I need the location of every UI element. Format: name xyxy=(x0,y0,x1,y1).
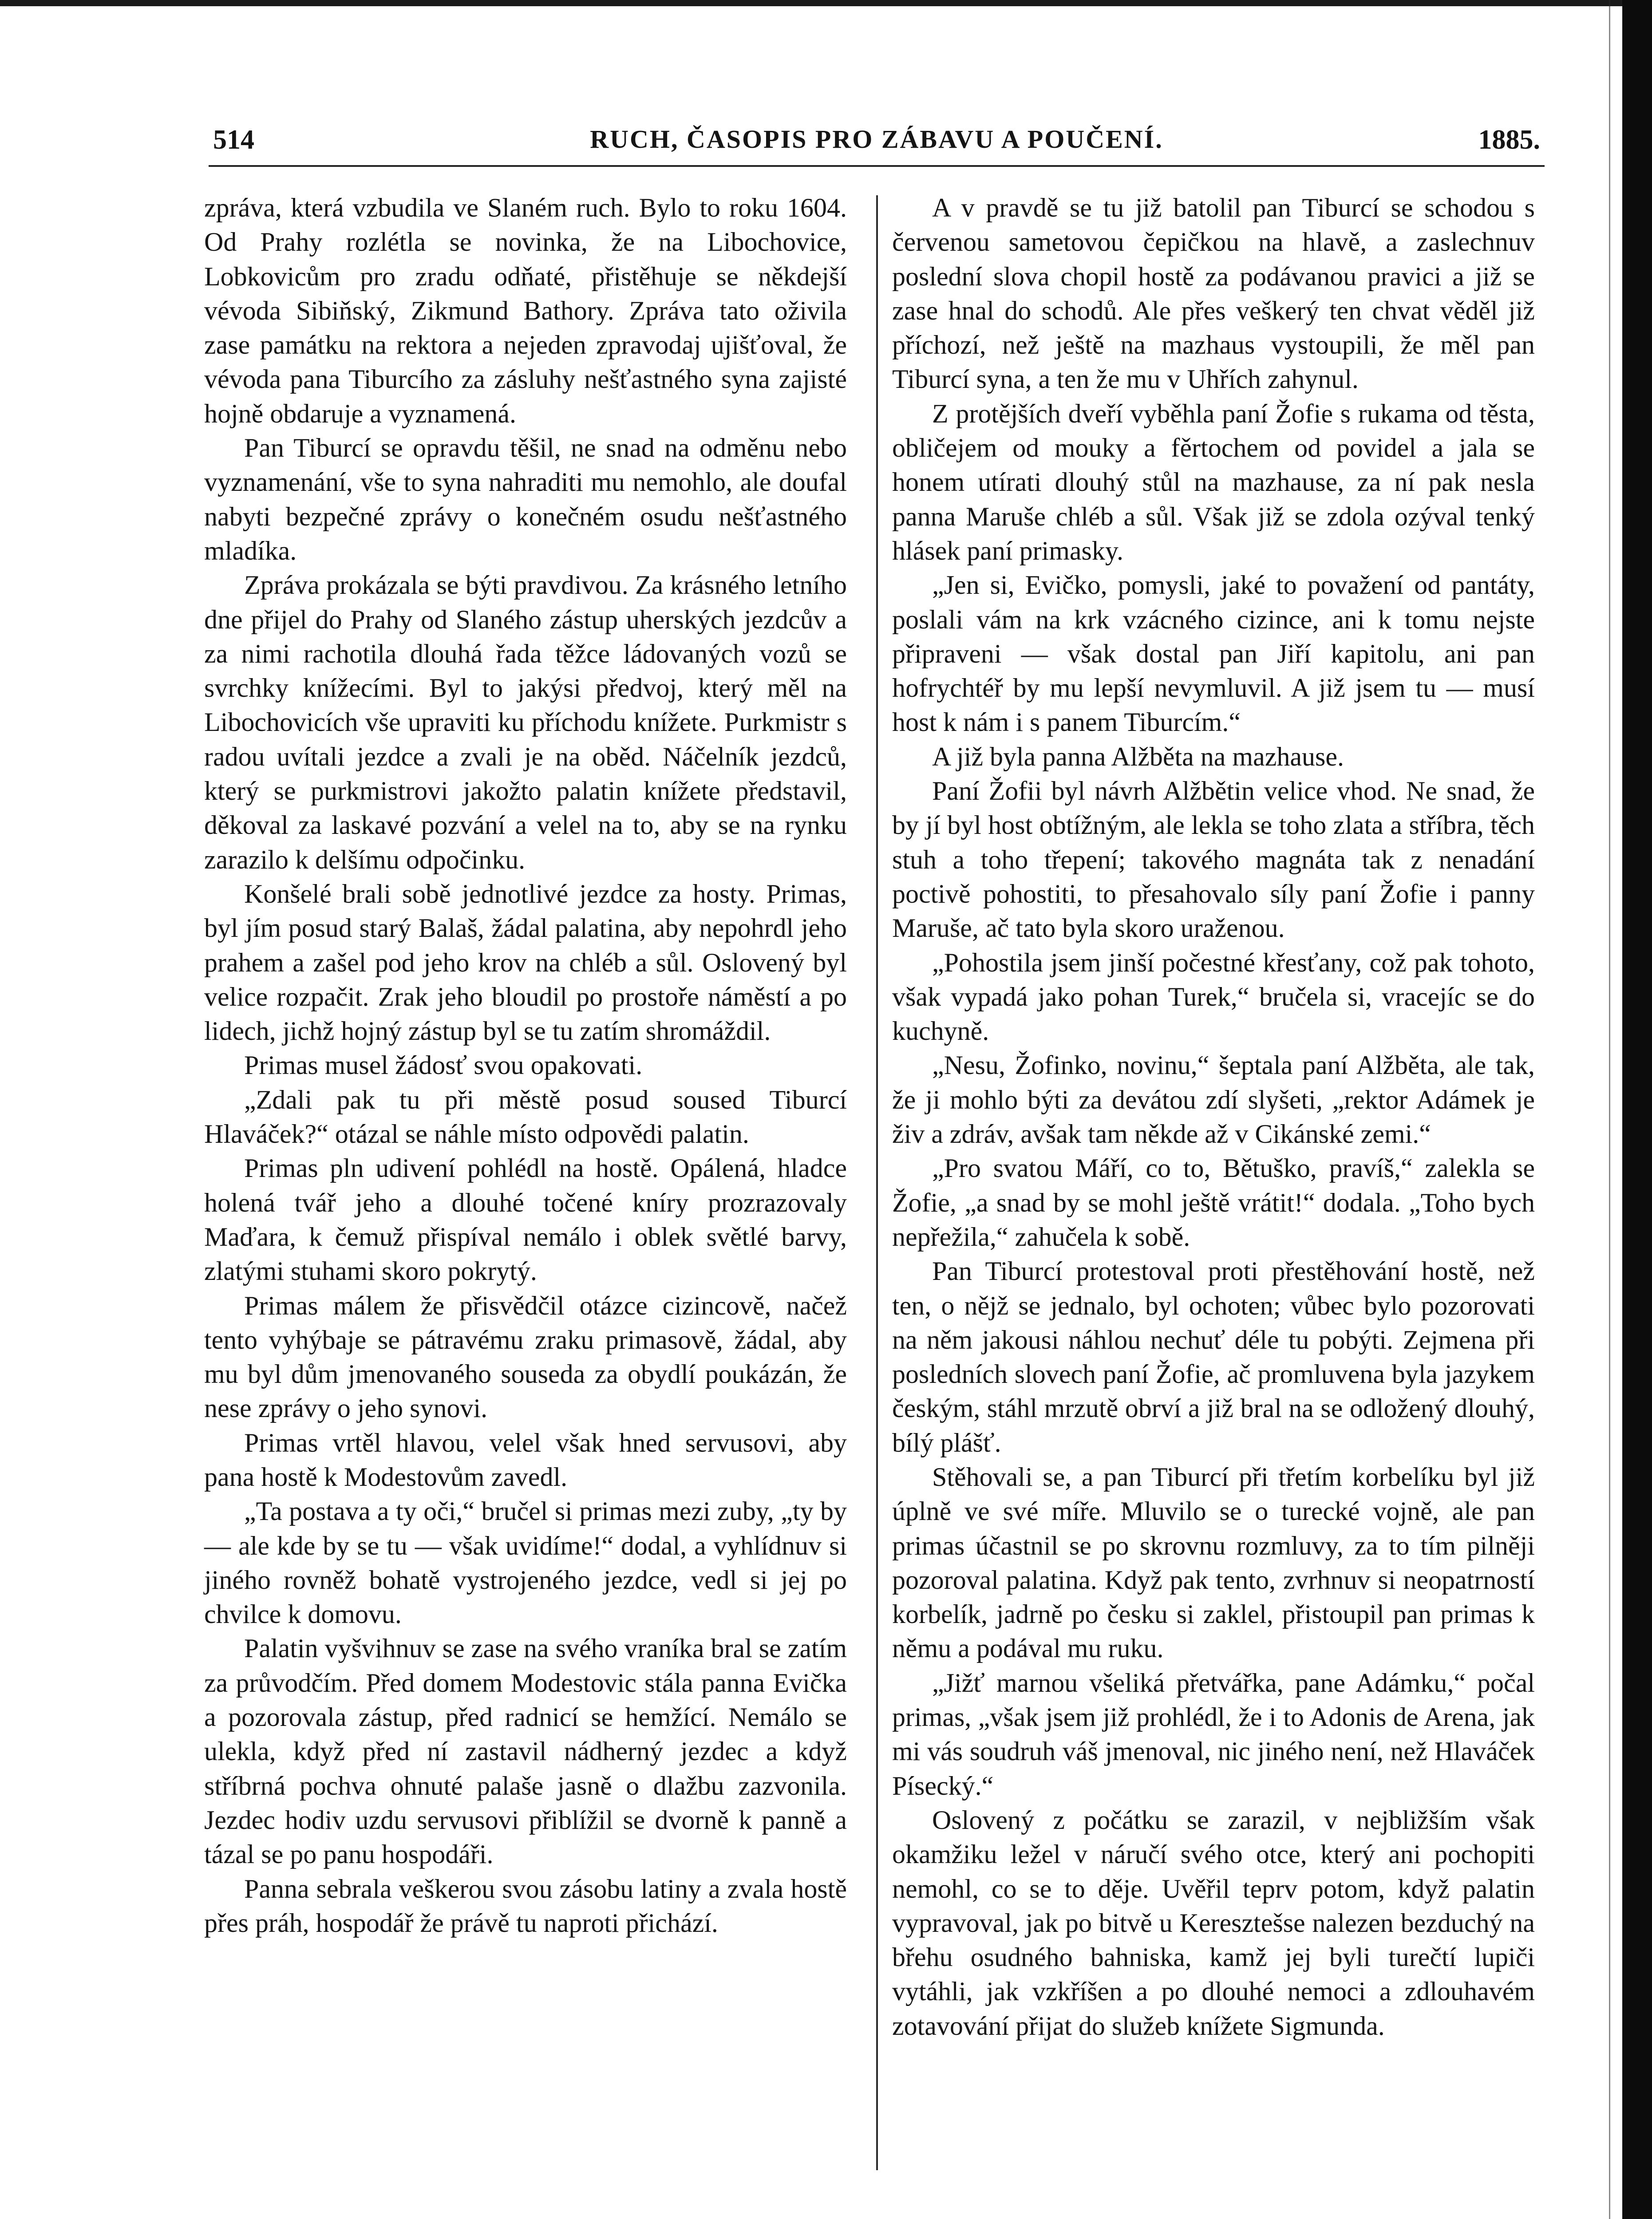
paragraph: Primas musel žádosť svou opakovati. xyxy=(244,1050,643,1080)
page-fold-line xyxy=(1609,0,1610,2219)
paragraph: zpráva, která vzbudila ve Slaném ruch. Bylo to roku 1604. Od Prahy rozlétla se novinka, že na Libochovice, Lobkovicům pro zradu odňaté, přistěhuje se někdejší vévoda Sibiňský, Zikmund Bathory. Zpráva tato oživila zase památku na rektora a nejeden zpravodaj ujišťoval, že vévoda pana Tiburcího za zásluhy nešťastného syna zajisté hojně obdaruje a vyznamená. xyxy=(204,193,847,428)
paragraph: Pan Tiburcí se opravdu těšil, ne snad na odměnu nebo vyznamenání, vše to syna nahraditi mu nemohlo, ale doufal nabyti bezpečné zprávy o konečném osudu nešťastného mladíka. xyxy=(204,433,847,565)
paragraph: „Pohostila jsem jinší počestné křesťany, což pak tohoto, však vypadá jako pohan Turek,“ bručela si, vracejíc se do kuchyně. xyxy=(892,948,1535,1046)
paragraph: Panna sebrala veškerou svou zásobu latiny a zvala hostě přes práh, hospodář že právě tu naproti přichází. xyxy=(204,1874,847,1938)
paragraph: „Pro svatou Máří, co to, Bětuško, pravíš,“ zalekla se Žofie, „a snad by se mohl ještě vrátit!“ dodala. „Toho bych nepřežila,“ zahučela k sobě. xyxy=(892,1153,1535,1252)
paragraph: Z protějších dveří vyběhla paní Žofie s rukama od těsta, obličejem od mouky a fěrtochem od povidel a jala se honem utírati dlouhý stůl na mazhause, za ní pak nesla panna Maruše chléb a sůl. Však již se zdola ozýval tenký hlásek paní primasky. xyxy=(892,399,1535,565)
paragraph: A již byla panna Alžběta na mazhause. xyxy=(932,742,1344,771)
publication-year: 1885. xyxy=(1478,125,1540,155)
page-number: 514 xyxy=(213,125,254,155)
journal-title: RUCH, ČASOPIS PRO ZÁBAVU A POUČENÍ. xyxy=(590,125,1163,154)
paragraph: „Jen si, Evičko, pomysli, jaké to považení od pantáty, poslali vám na krk vzácného cizince, ani k tomu nejste připraveni — však dostal pan Jiří kapitolu, ani pan hofrychtéř by mu lepší nevymluvil. A již jsem tu — musí host k nám i s panem Tiburcím.“ xyxy=(892,570,1535,737)
left-column xyxy=(204,191,847,1940)
column-divider xyxy=(876,195,878,2170)
paragraph: Primas málem že přisvědčil otázce cizincově, načež tento vyhýbaje se pátravému zraku primasově, žádal, aby mu byl dům jmenovaného souseda za obydlí poukázán, že nese zprávy o jeho synovi. xyxy=(204,1291,847,1423)
paragraph: Paní Žofii byl návrh Alžbětin velice vhod. Ne snad, že by jí byl host obtížným, ale lekla se toho zlata a stříbra, těch stuh a toho třepení; takového magnáta tak z nenadání poctivě pohostiti, to přesahovalo síly paní Žofie i panny Maruše, ač tato byla skoro uraženou. xyxy=(892,776,1535,943)
paragraph: „Nesu, Žofinko, novinu,“ šeptala paní Alžběta, ale tak, že ji mohlo býti za devátou zdí slyšeti, „rektor Adámek je živ a zdráv, avšak tam někde až v Cikánské zemi.“ xyxy=(892,1050,1535,1149)
scan-edge-right xyxy=(1622,0,1652,2219)
paragraph: Pan Tiburcí protestoval proti přestěhování hostě, než ten, o nějž se jednalo, byl ochoten; vůbec bylo pozorovati na něm jakousi náhlou nechuť déle tu pobýti. Zejmena při posledních slovech paní Žofie, ač promluvena byla jazykem českým, stáhl mrzutě obrví a již bral na se odložený dlouhý, bílý plášť. xyxy=(892,1256,1535,1457)
header-rule xyxy=(209,165,1545,167)
paragraph: Oslovený z počátku se zarazil, v nejbližším však okamžiku ležel v náručí svého otce, který ani pochopiti nemohl, co se to děje. Uvěřil teprv potom, když palatin vypravoval, jak po bitvě u Keresztešse nalezen bezduchý na břehu osudného bahniska, kamž jej byli turečtí lupiči vytáhli, jak vzkříšen a po dlouhé nemoci a zdlouhavém zotavování přijat do služeb knížete Sigmunda. xyxy=(892,1805,1535,2041)
paragraph: Palatin vyšvihnuv se zase na svého vraníka bral se zatím za průvodčím. Před domem Modestovic stála panna Evička a pozorovala zástup, před radnicí se hemžící. Nemálo se ulekla, když před ní zastavil nádherný jezdec a když stříbrná pochva ohnuté palaše jasně o dlažbu zazvonila. Jezdec hodiv uzdu servusovi přiblížil se dvorně k panně a tázal se po panu hospodáři. xyxy=(204,1634,847,1869)
paragraph: Primas pln udivení pohlédl na hostě. Opálená, hladce holená tvář jeho a dlouhé točené kníry prozrazovaly Maďara, k čemuž přispíval nemálo i oblek světlé barvy, zlatými stuhami skoro pokrytý. xyxy=(204,1153,847,1286)
paragraph: A v pravdě se tu již batolil pan Tiburcí se schodou s červenou sametovou čepičkou na hlavě, a zaslechnuv poslední slova chopil hostě za podávanou pravici a již se zase hnal do schodů. Ale přes veškerý ten chvat věděl již příchozí, než ještě na mazhaus vystoupili, že měl pan Tiburcí syna, a ten že mu v Uhřích zahynul. xyxy=(892,193,1535,394)
paragraph: Zpráva prokázala se býti pravdivou. Za krásného letního dne přijel do Prahy od Slaného zástup uherských jezdcův a za nimi rachotila dlouhá řada těžce ládovaných vozů se svrchky knížecími. Byl to jakýsi předvoj, který měl na Libochovicích vše upraviti ku příchodu knížete. Purkmistr s radou uvítali jezdce a zvali je na oběd. Náčelník jezdců, který se purkmistrovi jakožto palatin knížete představil, děkoval za laskavé pozvání a velel na to, aby se na rynku zarazilo k delšímu odpočinku. xyxy=(204,570,847,874)
scan-edge-top xyxy=(0,0,1622,6)
paragraph: Stěhovali se, a pan Tiburcí při třetím korbelíku byl již úplně ve své míře. Mluvilo se o turecké vojně, ale pan primas účastnil se po skrovnu rozmluvy, za to tím pilněji pozoroval palatina. Když pak tento, zvrhnuv si neopatrností korbelík, jadrně po česku si zaklel, přistoupil pan primas k němu a podával mu ruku. xyxy=(892,1462,1535,1663)
paragraph: Konšelé brali sobě jednotlivé jezdce za hosty. Primas, byl jím posud starý Balaš, žádal palatina, aby nepohrdl jeho prahem a zašel pod jeho krov na chléb a sůl. Oslovený byl velice rozpačit. Zrak jeho bloudil po prostoře náměstí a po lidech, jichž hojný zástup byl se tu zatím shromáždil. xyxy=(204,879,847,1046)
page-header xyxy=(213,121,1540,161)
right-column xyxy=(892,191,1535,2043)
paragraph: „Zdali pak tu při městě posud soused Tiburcí Hlaváček?“ otázal se náhle místo odpovědi palatin. xyxy=(204,1085,847,1149)
paragraph: „Ta postava a ty oči,“ bručel si primas mezi zuby, „ty by — ale kde by se tu — však uvidíme!“ dodal, a vyhlídnuv si jiného rovněž bohatě vystrojeného jezdce, vedl si jej po chvilce k domovu. xyxy=(204,1496,847,1629)
paragraph: „Jižť marnou všeliká přetvářka, pane Adámku,“ počal primas, „však jsem již prohlédl, že i to Adonis de Arena, jak mi vás soudruh váš jmenoval, nic jiného není, než Hlaváček Písecký.“ xyxy=(892,1668,1535,1800)
paragraph: Primas vrtěl hlavou, velel však hned servusovi, aby pana hostě k Modestovům zavedl. xyxy=(204,1428,847,1492)
